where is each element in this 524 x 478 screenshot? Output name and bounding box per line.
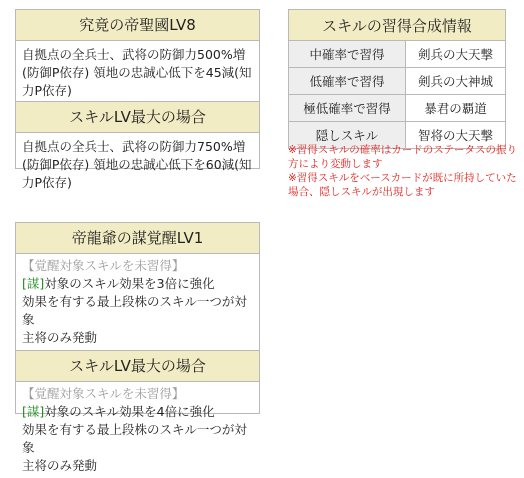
effect-line: [謀]対象のスキル効果を3倍に強化 — [22, 276, 215, 291]
acquire-note-2: ※習得スキルをベースカードが既に所持していた場合、隠しスキルが出現します — [288, 172, 517, 198]
acquire-note-1: ※習得スキルの確率はカードのステータスの振り方により変動します — [288, 144, 517, 170]
row-value: 暴君の覇道 — [406, 95, 506, 122]
skill-tag: [謀] — [22, 404, 45, 419]
skill-box-2 — [15, 222, 260, 473]
effect-line: 効果を有する最上段株のスキル一つが対象 — [22, 294, 247, 327]
effect-line: 主将のみ発動 — [22, 330, 98, 345]
max-level-heading: スキルLV最大の場合 — [16, 350, 259, 382]
max-level-heading: スキルLV最大の場合 — [16, 101, 259, 133]
row-label: 中確率で習得 — [289, 41, 406, 68]
skill-tag: [謀] — [22, 276, 45, 291]
table-row — [289, 95, 506, 122]
row-value: 剣兵の大天撃 — [406, 41, 506, 68]
table-row — [289, 68, 506, 95]
row-value: 智将の大天撃 — [406, 122, 506, 149]
skill-description — [16, 254, 259, 350]
row-value: 剣兵の大神城 — [406, 68, 506, 95]
acquire-table-title: スキルの習得合成情報 — [289, 10, 506, 41]
effect-line: [謀]対象のスキル効果を4倍に強化 — [22, 404, 215, 419]
max-level-description — [16, 382, 259, 478]
awakening-condition: 【覚醒対象スキルを未習得】 — [22, 386, 185, 401]
awakening-condition: 【覚醒対象スキルを未習得】 — [22, 258, 185, 273]
row-label: 隠しスキル — [289, 122, 406, 149]
effect-line: 効果を有する最上段株のスキル一つが対象 — [22, 422, 247, 455]
skill-description: 自拠点の全兵士、武将の防御力500%増(防御P依存) 領地の忠誠心低下を45減(知力P依存) — [22, 47, 252, 98]
table-row — [289, 41, 506, 68]
row-label: 極低確率で習得 — [289, 95, 406, 122]
max-level-description: 自拠点の全兵士、武将の防御力750%増(防御P依存) 領地の忠誠心低下を60減(知力P依存) — [22, 139, 252, 190]
skill-box-1 — [15, 9, 260, 190]
skill-title: 究竟の帝聖國LV8 — [16, 10, 259, 41]
skill-title: 帝龍爺の謀覚醒LV1 — [16, 223, 259, 254]
row-label: 低確率で習得 — [289, 68, 406, 95]
effect-line: 主将のみ発動 — [22, 458, 98, 473]
acquire-table — [288, 9, 506, 149]
